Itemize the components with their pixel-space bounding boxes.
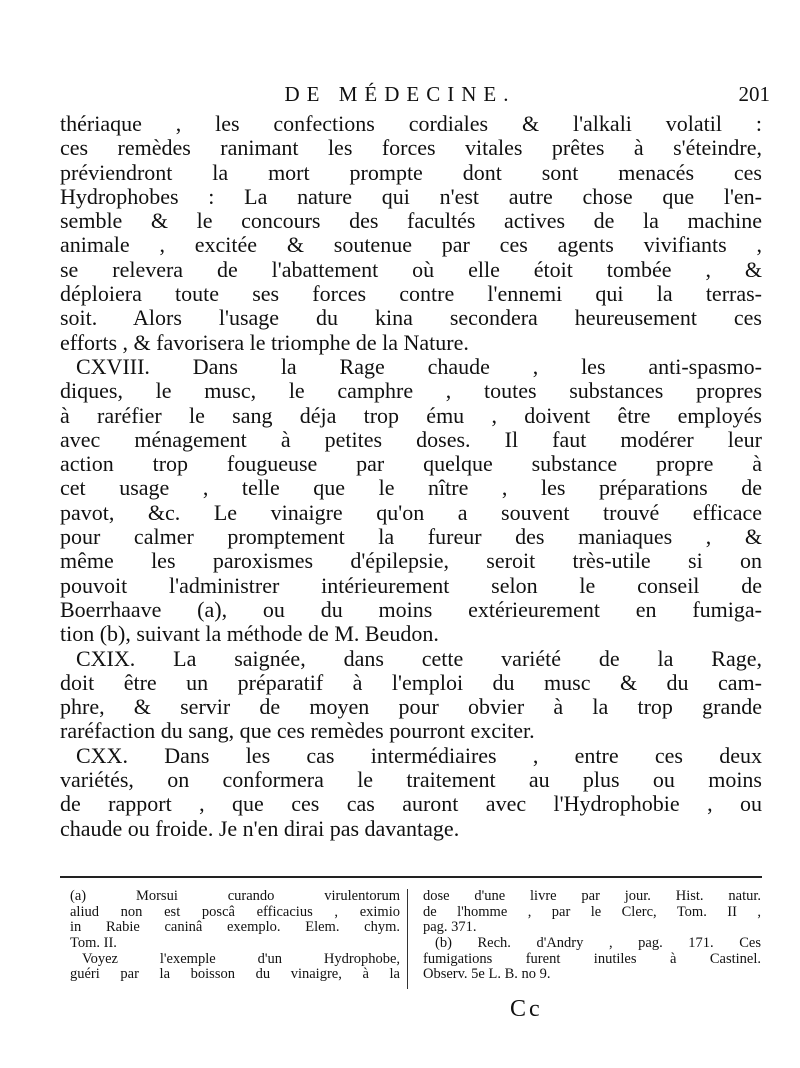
- text-line: doit être un préparatif à l'emploi du musc & du cam-: [60, 669, 762, 695]
- text-line: pavot, &c. Le vinaigre qu'on a souvent trouvé efficace: [60, 499, 762, 525]
- running-head: [60, 82, 780, 112]
- footnote-line: Voyez l'exemple d'un Hydrophobe,: [82, 950, 400, 967]
- text-line: se relevera de l'abattement où elle étoit tombée , &: [60, 256, 762, 282]
- footnote-column-left: [70, 889, 400, 983]
- text-line: semble & le concours des facultés actives de la machine: [60, 208, 762, 234]
- signature-mark: Cc: [510, 996, 543, 1022]
- paragraph-start-cxix: CXIX. La saignée, dans cette variété de la Rage,: [76, 645, 762, 671]
- footnote-line: (b) Rech. d'Andry , pag. 171. Ces: [435, 935, 761, 952]
- paragraph-start-cxx: CXX. Dans les cas intermédiaires , entre ces deux: [76, 742, 762, 768]
- text-line: à raréfier le sang déja trop ému , doivent être employés: [60, 402, 762, 428]
- page-number: 201: [738, 82, 770, 106]
- text-line: de rapport , que ces cas auront avec l'Hydrophobie , ou: [60, 791, 762, 817]
- footnote-column-divider: [407, 889, 408, 989]
- text-line: action trop fougueuse par quelque substance propre à: [60, 451, 762, 477]
- text-line: phre, & servir de moyen pour obvier à la trop grande: [60, 694, 762, 720]
- text-line: cet usage , telle que le nître , les préparations de: [60, 475, 762, 501]
- text-line: préviendront la mort prompte dont sont menacés ces: [60, 159, 762, 185]
- text-line: même les paroxismes d'épilepsie, seroit très-utile si on: [60, 548, 762, 574]
- footnote-line: guéri par la boisson du vinaigre, à la: [70, 966, 400, 983]
- footnote-line: de l'homme , par le Clerc, Tom. II ,: [423, 903, 761, 920]
- body-text: [60, 112, 762, 841]
- text-line: Boerrhaave (a), ou du moins extérieurement en fumiga-: [60, 596, 762, 622]
- text-line: pour calmer promptement la fureur des maniaques , &: [60, 524, 762, 550]
- text-line: animale , excitée & soutenue par ces agents vivifiants ,: [60, 232, 762, 258]
- text-line: pouvoit l'administrer intérieurement selon le conseil de: [60, 572, 762, 598]
- text-line: thériaque , les confections cordiales & l'alkali volatil :: [60, 111, 762, 136]
- text-line: variétés, on conformera le traitement au plus ou moins: [60, 767, 762, 793]
- running-title: DE MÉDECINE.: [284, 82, 516, 106]
- text-line: déploiera toute ses forces contre l'ennemi qui la terras-: [60, 281, 762, 307]
- footnote-line: pag. 371.: [423, 919, 477, 936]
- footnote-line: Observ. 5e L. B. no 9.: [423, 966, 551, 983]
- text-line: chaude ou froide. Je n'en dirai pas davantage.: [60, 815, 460, 841]
- text-line: avec ménagement à petites doses. Il faut modérer leur: [60, 426, 762, 452]
- text-line: diques, le musc, le camphre , toutes substances propres: [60, 378, 762, 404]
- text-line: ces remèdes ranimant les forces vitales prêtes à s'éteindre,: [60, 135, 762, 161]
- paragraph-start-cxviii: CXVIII. Dans la Rage chaude , les anti-spasmo-: [76, 353, 762, 379]
- footnote-line: (a) Morsui curando virulentorum: [70, 888, 400, 904]
- footnote-line: dose d'une livre par jour. Hist. natur.: [423, 888, 761, 904]
- text-line: efforts , & favorisera le triomphe de la Nature.: [60, 329, 469, 355]
- text-line: raréfaction du sang, que ces remèdes pourront exciter.: [60, 718, 535, 744]
- text-line: Hydrophobes : La nature qui n'est autre chose que l'en-: [60, 183, 762, 209]
- footnote-line: Tom. II.: [70, 935, 117, 952]
- footnote-line: fumigations furent inutiles à Castinel.: [423, 950, 761, 967]
- text-line: soit. Alors l'usage du kina secondera heureusement ces: [60, 305, 762, 331]
- footnote-line: aliud non est poscâ efficacius , eximio: [70, 903, 400, 920]
- footnote-column-right: [423, 889, 761, 983]
- text-line: tion (b), suivant la méthode de M. Beudon.: [60, 621, 439, 647]
- footnote-line: in Rabie caninâ exemplo. Elem. chym.: [70, 919, 400, 936]
- footnote-rule: [60, 876, 762, 878]
